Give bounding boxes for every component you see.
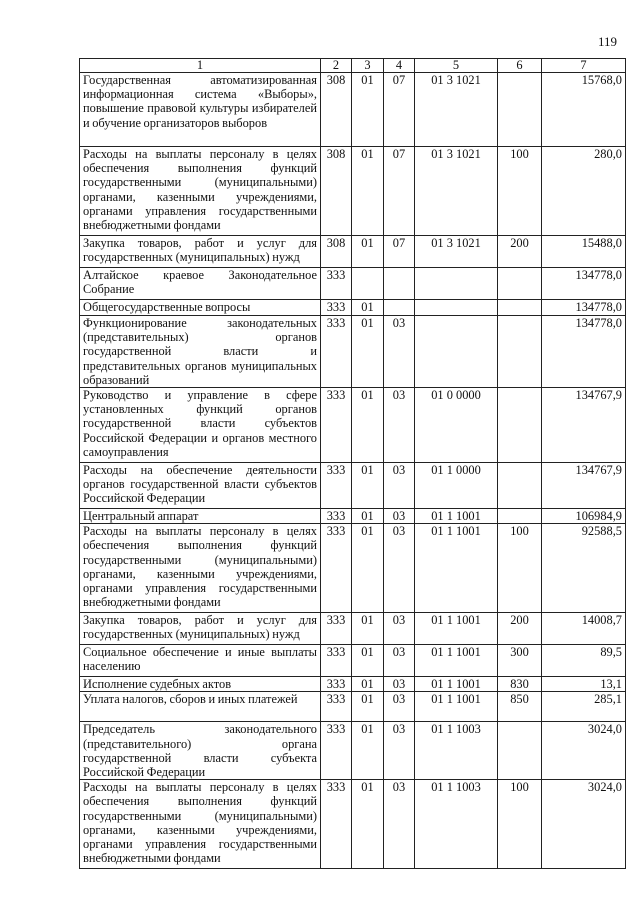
row-target-article-cell: 01 1 1003	[415, 780, 498, 869]
row-section-code-cell: 01	[352, 147, 384, 236]
row-ministry-code-cell: 308	[321, 236, 352, 268]
row-subsection-code-cell: 07	[384, 147, 415, 236]
row-amount-cell: 134767,9	[542, 388, 626, 463]
row-amount-cell: 92588,5	[542, 524, 626, 613]
row-name-cell: Функционирование законодательных (представительных) органов государственной власти и представительных органов муниципальных образований	[80, 316, 321, 388]
row-ministry-code-cell: 333	[321, 677, 352, 692]
row-expense-type-cell: 200	[498, 613, 542, 645]
row-name-cell: Расходы на выплаты персоналу в целях обеспечения выполнения функций государственными (муниципальными) органами, казенными учреждениями, органами управления государственными внебюджетными фондами	[80, 780, 321, 869]
row-expense-type-cell: 200	[498, 236, 542, 268]
row-expense-type-cell: 100	[498, 524, 542, 613]
row-section-code-cell: 01	[352, 524, 384, 613]
row-ministry-code-cell: 333	[321, 388, 352, 463]
row-amount-cell: 280,0	[542, 147, 626, 236]
row-expense-type-cell	[498, 509, 542, 524]
row-name-cell: Расходы на выплаты персоналу в целях обеспечения выполнения функций государственными (муниципальными) органами, казенными учреждениями, органами управления государственными внебюджетными фондами	[80, 524, 321, 613]
row-expense-type-cell	[498, 722, 542, 780]
row-expense-type-cell	[498, 316, 542, 388]
row-ministry-code-cell: 333	[321, 268, 352, 300]
row-section-code-cell: 01	[352, 509, 384, 524]
row-ministry-code-cell: 333	[321, 780, 352, 869]
row-target-article-cell: 01 1 1001	[415, 677, 498, 692]
row-ministry-code-cell: 308	[321, 147, 352, 236]
row-name-cell: Расходы на выплаты персоналу в целях обеспечения выполнения функций государственными (муниципальными) органами, казенными учреждениями, органами управления государственными внебюджетными фондами	[80, 147, 321, 236]
row-target-article-cell: 01 0 0000	[415, 388, 498, 463]
column-number: 5	[415, 59, 498, 73]
row-subsection-code-cell: 03	[384, 463, 415, 509]
row-expense-type-cell: 300	[498, 645, 542, 677]
row-name-cell: Уплата налогов, сборов и иных платежей	[80, 692, 321, 722]
row-subsection-code-cell	[384, 268, 415, 300]
row-section-code-cell: 01	[352, 300, 384, 316]
row-name-cell: Исполнение судебных актов	[80, 677, 321, 692]
table-row	[80, 509, 626, 524]
table-row	[80, 692, 626, 722]
budget-table	[79, 58, 626, 869]
table-row	[80, 645, 626, 677]
row-name-cell: Закупка товаров, работ и услуг для государственных (муниципальных) нужд	[80, 236, 321, 268]
row-section-code-cell: 01	[352, 316, 384, 388]
row-expense-type-cell	[498, 463, 542, 509]
row-ministry-code-cell: 308	[321, 73, 352, 147]
row-amount-cell: 15488,0	[542, 236, 626, 268]
row-ministry-code-cell: 333	[321, 300, 352, 316]
row-amount-cell: 3024,0	[542, 780, 626, 869]
row-subsection-code-cell	[384, 300, 415, 316]
row-target-article-cell: 01 1 1001	[415, 524, 498, 613]
row-section-code-cell: 01	[352, 692, 384, 722]
row-amount-cell: 134767,9	[542, 463, 626, 509]
row-subsection-code-cell: 03	[384, 645, 415, 677]
row-section-code-cell: 01	[352, 780, 384, 869]
table-row	[80, 316, 626, 388]
row-subsection-code-cell: 03	[384, 316, 415, 388]
row-name-cell: Руководство и управление в сфере установленных функций органов государственной власти субъектов Российской Федерации и органов местного самоуправления	[80, 388, 321, 463]
row-amount-cell: 134778,0	[542, 300, 626, 316]
row-subsection-code-cell: 03	[384, 509, 415, 524]
table-row	[80, 780, 626, 869]
row-expense-type-cell	[498, 268, 542, 300]
row-section-code-cell: 01	[352, 73, 384, 147]
row-name-cell: Государственная автоматизированная информационная система «Выборы», повышение правовой культуры избирателей и обучение организаторов выборов	[80, 73, 321, 147]
column-number-row	[80, 59, 626, 73]
row-section-code-cell: 01	[352, 645, 384, 677]
row-name-cell: Председатель законодательного (представительного) органа государственной власти субъекта Российской Федерации	[80, 722, 321, 780]
row-expense-type-cell	[498, 388, 542, 463]
table-row	[80, 677, 626, 692]
row-target-article-cell: 01 1 1003	[415, 722, 498, 780]
row-expense-type-cell: 830	[498, 677, 542, 692]
row-target-article-cell: 01 3 1021	[415, 236, 498, 268]
row-target-article-cell: 01 1 1001	[415, 509, 498, 524]
row-expense-type-cell: 850	[498, 692, 542, 722]
row-amount-cell: 134778,0	[542, 268, 626, 300]
page-number: 119	[598, 34, 618, 49]
row-expense-type-cell	[498, 300, 542, 316]
row-section-code-cell	[352, 268, 384, 300]
table-row	[80, 147, 626, 236]
row-subsection-code-cell: 03	[384, 722, 415, 780]
row-section-code-cell: 01	[352, 236, 384, 268]
row-target-article-cell	[415, 300, 498, 316]
row-ministry-code-cell: 333	[321, 509, 352, 524]
table-row	[80, 613, 626, 645]
row-section-code-cell: 01	[352, 388, 384, 463]
row-name-cell: Общегосударственные вопросы	[80, 300, 321, 316]
table-row	[80, 236, 626, 268]
row-subsection-code-cell: 07	[384, 73, 415, 147]
table-row	[80, 73, 626, 147]
row-amount-cell: 14008,7	[542, 613, 626, 645]
table-row	[80, 300, 626, 316]
row-ministry-code-cell: 333	[321, 692, 352, 722]
row-amount-cell: 3024,0	[542, 722, 626, 780]
row-ministry-code-cell: 333	[321, 613, 352, 645]
row-target-article-cell: 01 3 1021	[415, 147, 498, 236]
row-target-article-cell: 01 3 1021	[415, 73, 498, 147]
row-section-code-cell: 01	[352, 463, 384, 509]
row-target-article-cell: 01 1 1001	[415, 613, 498, 645]
row-subsection-code-cell: 03	[384, 388, 415, 463]
row-amount-cell: 15768,0	[542, 73, 626, 147]
row-section-code-cell: 01	[352, 677, 384, 692]
row-expense-type-cell	[498, 73, 542, 147]
row-name-cell: Закупка товаров, работ и услуг для государственных (муниципальных) нужд	[80, 613, 321, 645]
column-number: 1	[80, 59, 321, 73]
table-row	[80, 722, 626, 780]
row-subsection-code-cell: 07	[384, 236, 415, 268]
table-row	[80, 524, 626, 613]
column-number: 2	[321, 59, 352, 73]
row-expense-type-cell: 100	[498, 780, 542, 869]
row-amount-cell: 89,5	[542, 645, 626, 677]
row-target-article-cell	[415, 268, 498, 300]
row-ministry-code-cell: 333	[321, 722, 352, 780]
row-expense-type-cell: 100	[498, 147, 542, 236]
row-target-article-cell	[415, 316, 498, 388]
row-ministry-code-cell: 333	[321, 645, 352, 677]
row-name-cell: Социальное обеспечение и иные выплаты населению	[80, 645, 321, 677]
row-section-code-cell: 01	[352, 613, 384, 645]
row-name-cell: Расходы на обеспечение деятельности органов государственной власти субъектов Российской Федерации	[80, 463, 321, 509]
row-subsection-code-cell: 03	[384, 613, 415, 645]
row-subsection-code-cell: 03	[384, 524, 415, 613]
table-row	[80, 463, 626, 509]
column-number: 6	[498, 59, 542, 73]
row-subsection-code-cell: 03	[384, 692, 415, 722]
row-amount-cell: 285,1	[542, 692, 626, 722]
row-name-cell: Алтайское краевое Законодательное Собрание	[80, 268, 321, 300]
row-amount-cell: 13,1	[542, 677, 626, 692]
row-subsection-code-cell: 03	[384, 677, 415, 692]
row-ministry-code-cell: 333	[321, 524, 352, 613]
column-number: 4	[384, 59, 415, 73]
table-row	[80, 388, 626, 463]
row-section-code-cell: 01	[352, 722, 384, 780]
row-subsection-code-cell: 03	[384, 780, 415, 869]
column-number: 7	[542, 59, 626, 73]
row-ministry-code-cell: 333	[321, 316, 352, 388]
row-amount-cell: 134778,0	[542, 316, 626, 388]
column-number: 3	[352, 59, 384, 73]
row-ministry-code-cell: 333	[321, 463, 352, 509]
table-row	[80, 268, 626, 300]
row-amount-cell: 106984,9	[542, 509, 626, 524]
row-name-cell: Центральный аппарат	[80, 509, 321, 524]
row-target-article-cell: 01 1 1001	[415, 692, 498, 722]
row-target-article-cell: 01 1 0000	[415, 463, 498, 509]
row-target-article-cell: 01 1 1001	[415, 645, 498, 677]
